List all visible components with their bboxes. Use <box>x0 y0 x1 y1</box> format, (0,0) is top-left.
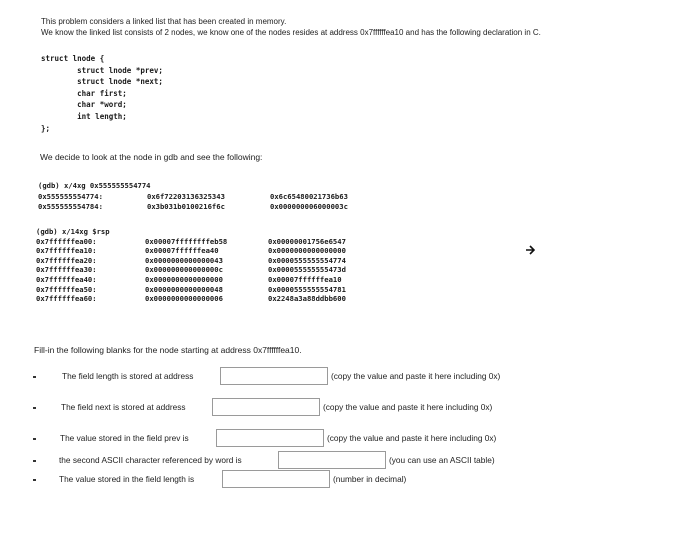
bullet-icon <box>33 438 36 440</box>
struct-declaration-code: struct lnode { struct lnode *prev; struct lnode *next; char first; char *word; int length; }; <box>41 54 163 133</box>
intro-line-1: This problem considers a linked list that has been created in memory. <box>41 17 287 26</box>
mouse-cursor-icon <box>525 245 535 257</box>
next-address-input[interactable] <box>212 398 320 416</box>
gdb-intro-text: We decide to look at the node in gdb and see the following: <box>40 152 263 162</box>
gdb1-values-col1: 0x6f72203136325343 0x3b031b0100216f6c <box>147 191 225 211</box>
bullet-icon <box>33 460 36 462</box>
question-label: The field length is stored at address <box>62 371 194 381</box>
question-hint: (number in decimal) <box>333 474 407 484</box>
problem-intro <box>41 16 681 38</box>
question-hint: (copy the value and paste it here including 0x) <box>323 402 493 412</box>
question-row-length-address <box>0 367 700 387</box>
prev-value-input[interactable] <box>216 429 324 447</box>
bullet-icon <box>33 407 36 409</box>
question-row-length-value <box>0 470 700 490</box>
fill-instructions: Fill-in the following blanks for the node starting at address 0x7ffffffea10. <box>34 345 302 355</box>
bullet-icon <box>33 376 36 378</box>
question-label: The field next is stored at address <box>61 402 186 412</box>
question-label: the second ASCII character referenced by word is <box>59 455 242 465</box>
question-row-second-ascii-char <box>0 451 700 471</box>
length-address-input[interactable] <box>220 367 328 385</box>
second-ascii-char-input[interactable] <box>278 451 386 469</box>
question-row-next-address <box>0 398 700 418</box>
bullet-icon <box>33 479 36 481</box>
gdb1-values-col2: 0x6c65480021736b63 0x000000006000003c <box>270 191 348 211</box>
question-label: The value stored in the field length is <box>59 474 195 484</box>
gdb1-addresses: (gdb) x/4xg 0x555555554774 0x555555554774: 0x555555554784: <box>38 181 151 211</box>
question-hint: (copy the value and paste it here including 0x) <box>327 433 497 443</box>
question-hint: (copy the value and paste it here including 0x) <box>331 371 501 381</box>
question-label: The value stored in the field prev is <box>60 433 189 443</box>
question-hint: (you can use an ASCII table) <box>389 455 495 465</box>
intro-line-2: We know the linked list consists of 2 nodes, we know one of the nodes resides at address 0x7ffffffea10 and has the following declaration in C. <box>41 28 541 37</box>
length-value-input[interactable] <box>222 470 330 488</box>
question-row-prev-value <box>0 429 700 449</box>
gdb2-addresses: (gdb) x/14xg $rsp 0x7ffffffea00: 0x7ffffffea10: 0x7ffffffea20: 0x7ffffffea30: 0x7ffffffea40: 0x7ffffffea50: 0x7ffffffea60: <box>36 227 110 304</box>
gdb2-values-col2: 0x00000001756e6547 0x0000000000000000 0x0000555555554774 0x000055555555473d 0x00007ffffffea10 0x0000555555554781 0x2248a3a88ddbb600 <box>268 236 346 304</box>
gdb2-values-col1: 0x00007ffffffffeb58 0x00007ffffffea40 0x0000000000000043 0x000000000000000c 0x0000000000000000 0x0000000000000048 0x0000000000000006 <box>145 236 228 304</box>
